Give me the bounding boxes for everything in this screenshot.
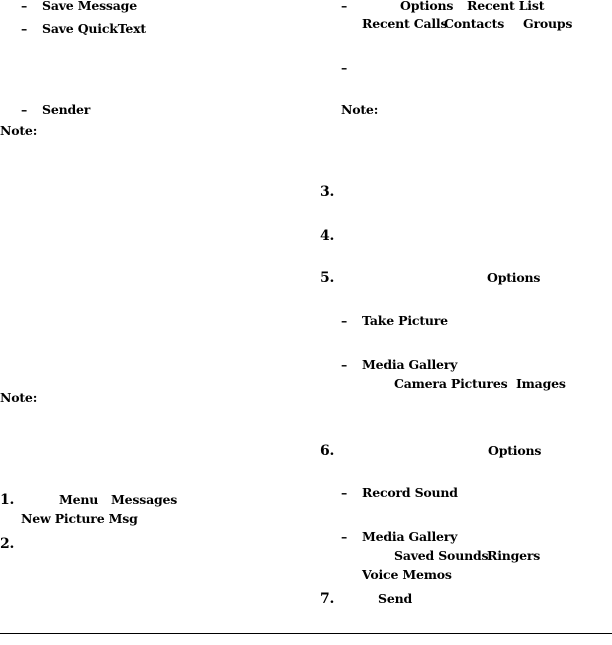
new-picture-msg-label: New Picture Msg	[21, 511, 138, 526]
media-gallery-label: Media Gallery	[362, 529, 458, 544]
bullet-dash: –	[21, 0, 28, 13]
step-number: 7.	[320, 591, 335, 607]
bullet-dash: –	[21, 21, 28, 36]
groups-label: Groups	[523, 16, 573, 31]
options-label: Options	[400, 0, 454, 13]
bullet-dash: –	[341, 0, 348, 13]
options-label: Options	[487, 270, 541, 285]
save-quicktext-label: Save QuickText	[42, 21, 146, 36]
step-number: 1.	[0, 492, 15, 508]
step-number: 4.	[320, 228, 335, 244]
footer-rule	[0, 633, 612, 634]
voice-memos-label: Voice Memos	[362, 567, 452, 582]
note-label: Note:	[0, 390, 38, 405]
send-label: Send	[378, 591, 413, 606]
bullet-dash: –	[341, 357, 348, 372]
record-sound-label: Record Sound	[362, 485, 458, 500]
step-number: 2.	[0, 536, 15, 552]
images-label: Images	[516, 376, 566, 391]
save-message-label: Save Message	[42, 0, 137, 13]
contacts-label: Contacts	[444, 16, 505, 31]
bullet-dash: –	[341, 485, 348, 500]
bullet-dash: –	[341, 529, 348, 544]
bullet-dash: –	[341, 313, 348, 328]
sender-label: Sender	[42, 102, 91, 117]
menu-label: Menu	[59, 492, 99, 507]
recent-list-label: Recent List	[467, 0, 545, 13]
recent-calls-label: Recent Calls	[362, 16, 448, 31]
messages-label: Messages	[111, 492, 178, 507]
options-label: Options	[488, 443, 542, 458]
bullet-dash: –	[21, 102, 28, 117]
ringers-label: Ringers	[487, 548, 541, 563]
step-number: 3.	[320, 184, 335, 200]
camera-pictures-label: Camera Pictures	[394, 376, 508, 391]
media-gallery-label: Media Gallery	[362, 357, 458, 372]
step-number: 5.	[320, 270, 335, 286]
saved-sounds-label: Saved Sounds	[394, 548, 489, 563]
take-picture-label: Take Picture	[362, 313, 448, 328]
step-number: 6.	[320, 443, 335, 459]
bullet-dash: –	[341, 60, 348, 75]
note-label: Note:	[0, 123, 38, 138]
note-label: Note:	[341, 102, 379, 117]
